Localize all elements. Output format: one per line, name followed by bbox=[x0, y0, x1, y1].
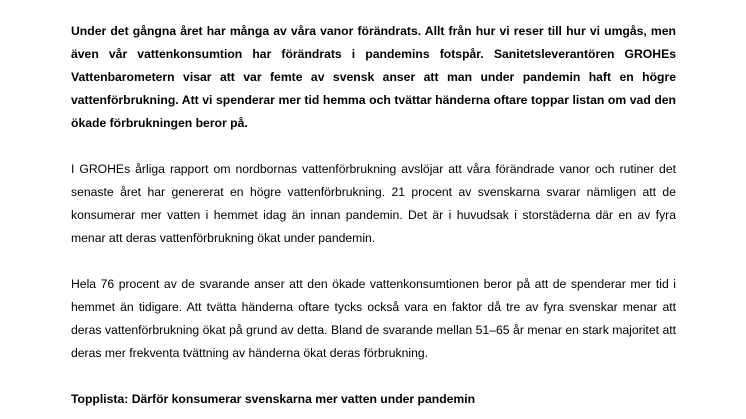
body-paragraph-2: Hela 76 procent av de svarande anser att den ökade vattenkonsumtionen beror på att de spenderar mer tid i hemmet än tidigare. Att tvätta händerna oftare tycks också vara en faktor då tre av fyra svenskar menar att deras vattenförbrukning ökat på grund av detta. Bland de svarande mellan 51–65 år menar en stark majoritet att deras mer frekventa tvättning av händerna ökat deras förbrukning. bbox=[71, 277, 676, 360]
body-paragraph-1: I GROHEs årliga rapport om nordbornas vattenförbrukning avslöjar att våra förändrade vanor och rutiner det senaste året har genererat en högre vattenförbrukning. 21 procent av svenskarna svarar nämligen att de konsumerar mer vatten i hemmet idag än innan pandemin. Det är i huvudsak i storstäderna där en av fyra menar att deras vattenförbrukning ökat under pandemin. bbox=[71, 162, 676, 245]
lead-paragraph: Under det gångna året har många av våra vanor förändrats. Allt från hur vi reser till hur vi umgås, men även vår vattenkonsumtion har förändrats i pandemins fotspår. Sanitetsleverantören GROHEs Vattenbarometern visar att var femte av svensk anser att man under pandemin haft en högre vattenförbrukning. Att vi spenderar mer tid hemma och tvättar händerna oftare toppar listan om vad den ökade förbrukningen beror på. bbox=[71, 24, 676, 130]
document-page bbox=[71, 20, 676, 411]
section-heading: Topplista: Därför konsumerar svenskarna mer vatten under pandemin bbox=[71, 392, 476, 406]
